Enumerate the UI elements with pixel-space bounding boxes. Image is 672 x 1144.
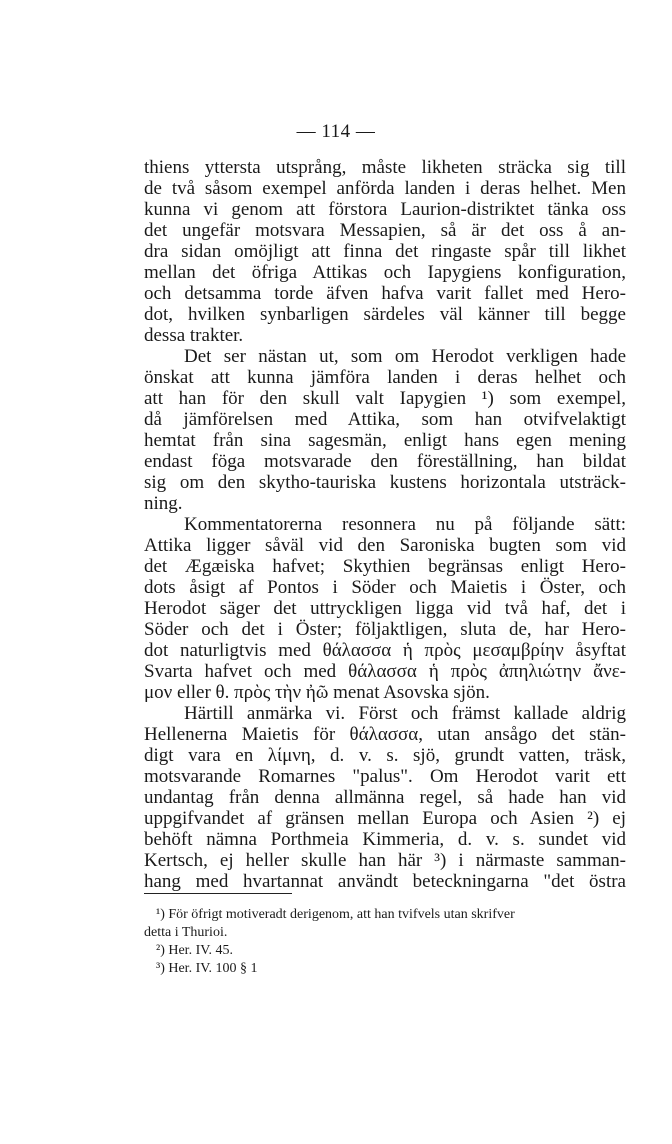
- text-line: sig om den skytho-tauriska kustens horizontala utsträck-: [144, 472, 626, 493]
- text-line: mellan det öfriga Attikas och Iapygiens konfiguration,: [144, 262, 626, 283]
- text-line: ning.: [144, 493, 183, 514]
- text-line: uppgifvandet af gränsen mellan Europa och Asien ²) ej: [144, 808, 626, 829]
- page-number: — 114 —: [296, 121, 376, 142]
- text-line: Härtill anmärka vi. Först och främst kallade aldrig: [184, 703, 626, 724]
- text-line: hemtat från sina sagesmän, enligt hans egen mening: [144, 430, 626, 451]
- text-line: att han för den skull valt Iapygien ¹) som exempel,: [144, 388, 626, 409]
- text-line: de två såsom exempel anförda landen i deras helhet. Men: [144, 178, 626, 199]
- text-line: hang med hvartannat användt beteckningarna "det östra: [144, 871, 626, 892]
- footnote: ²) Her. IV. 45.: [156, 943, 234, 958]
- text-line: Söder och det i Öster; följaktligen, sluta de, har Hero-: [144, 619, 626, 640]
- text-line: Attika ligger såväl vid den Saroniska bugten som vid: [144, 535, 626, 556]
- text-line: dra sidan omöjligt att finna det ringaste spår till likhet: [144, 241, 626, 262]
- text-line: dot naturligtvis med θάλασσα ἡ πρὸς μεσαμβρίην åsyftat: [144, 640, 626, 661]
- text-line: Kommentatorerna resonnera nu på följande sätt:: [184, 514, 626, 535]
- body-text: [144, 157, 626, 892]
- text-line: Kertsch, ej heller skulle han här ³) i närmaste samman-: [144, 850, 626, 871]
- text-line: kunna vi genom att förstora Laurion-distriktet tänka oss: [144, 199, 626, 220]
- footnote-continuation: detta i Thurioi.: [144, 925, 228, 940]
- text-line: thiens yttersta utsprång, måste likheten sträcka sig till: [144, 157, 626, 178]
- text-line: dessa trakter.: [144, 325, 244, 346]
- footnote: ³) Her. IV. 100 § 1: [156, 961, 258, 976]
- text-line: dot, hvilken synbarligen särdeles väl känner till begge: [144, 304, 626, 325]
- text-line: Herodot säger det uttryckligen ligga vid två haf, det i: [144, 598, 626, 619]
- text-line: önskat att kunna jämföra landen i deras helhet och: [144, 367, 626, 388]
- text-line: Det ser nästan ut, som om Herodot verkligen hade: [184, 346, 626, 367]
- text-line: undantag från denna allmänna regel, så hade han vid: [144, 787, 626, 808]
- footnote-divider: [144, 893, 292, 894]
- footnote: ¹) För öfrigt motiveradt derigenom, att han tvifvels utan skrifver: [156, 907, 515, 922]
- text-line: dots åsigt af Pontos i Söder och Maietis i Öster, och: [144, 577, 626, 598]
- text-line: det Ægæiska hafvet; Skythien begränsas enligt Hero-: [144, 556, 626, 577]
- text-line: och detsamma torde äfven hafva varit fallet med Hero-: [144, 283, 626, 304]
- text-line: det ungefär motsvara Messapien, så är det oss å an-: [144, 220, 626, 241]
- text-line: då jämförelsen med Attika, som han otvifvelaktigt: [144, 409, 626, 430]
- text-line: Hellenerna Maietis för θάλασσα, utan ansågo det stän-: [144, 724, 626, 745]
- footnotes: [144, 906, 626, 978]
- text-line: Svarta hafvet och med θάλασσα ἡ πρὸς ἀπηλιώτην ἄνε-: [144, 661, 626, 682]
- text-line: behöft nämna Porthmeia Kimmeria, d. v. s. sundet vid: [144, 829, 626, 850]
- text-line: endast föga motsvarade den föreställning, han bildat: [144, 451, 626, 472]
- text-line: motsvarande Romarnes "palus". Om Herodot varit ett: [144, 766, 626, 787]
- text-line: digt vara en λίμνη, d. v. s. sjö, grundt vatten, träsk,: [144, 745, 626, 766]
- text-line: μον eller θ. πρὸς τὴν ἠῶ menat Asovska sjön.: [144, 682, 490, 703]
